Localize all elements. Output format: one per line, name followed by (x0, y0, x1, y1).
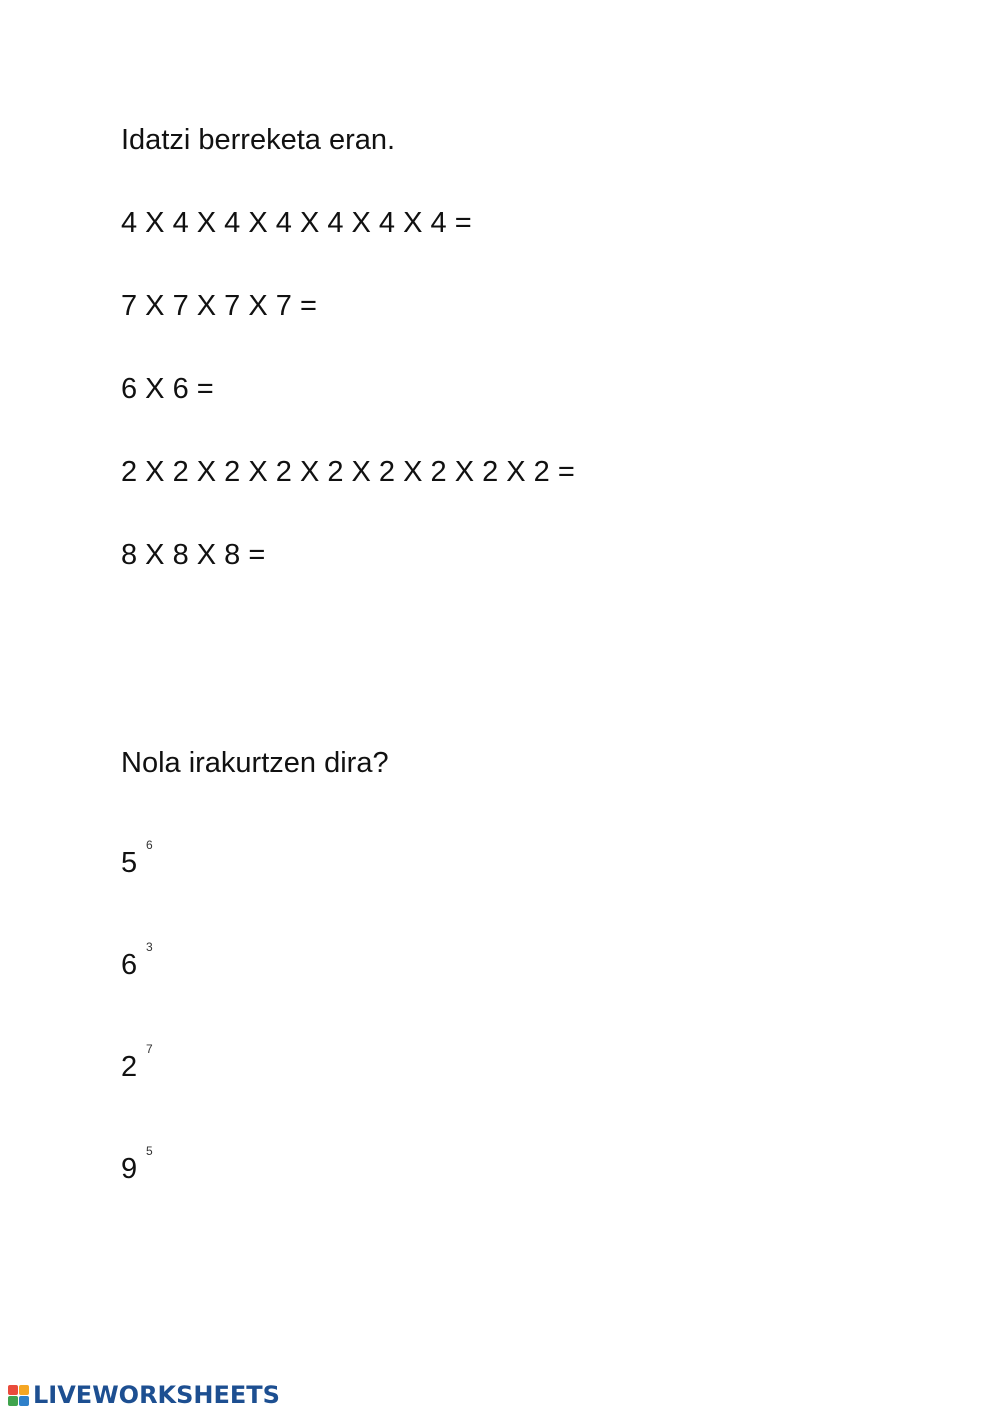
logo-tile (8, 1396, 18, 1406)
multiplication-item-4: 2 X 2 X 2 X 2 X 2 X 2 X 2 X 2 X 2 = (121, 456, 575, 488)
power-base: 2 (121, 1051, 138, 1083)
power-item-4 (121, 1146, 181, 1206)
power-base: 9 (121, 1153, 138, 1185)
section2-heading: Nola irakurtzen dira? (121, 747, 389, 779)
multiplication-item-2: 7 X 7 X 7 X 7 = (121, 290, 317, 322)
power-item-3 (121, 1044, 181, 1104)
multiplication-item-5: 8 X 8 X 8 = (121, 539, 266, 571)
logo-text: LIVEWORKSHEETS (33, 1381, 280, 1409)
power-exponent: 5 (146, 1144, 153, 1158)
multiplication-item-3: 6 X 6 = (121, 373, 214, 405)
logo-tile (19, 1385, 29, 1395)
power-exponent: 6 (146, 838, 153, 852)
logo-tile (8, 1385, 18, 1395)
logo-tile (19, 1396, 29, 1406)
liveworksheets-logo-icon (8, 1385, 29, 1406)
multiplication-item-1: 4 X 4 X 4 X 4 X 4 X 4 X 4 = (121, 207, 472, 239)
power-exponent: 7 (146, 1042, 153, 1056)
power-base: 6 (121, 949, 138, 981)
liveworksheets-logo (8, 1380, 280, 1410)
power-item-1 (121, 840, 181, 900)
power-item-2 (121, 942, 181, 1002)
power-exponent: 3 (146, 940, 153, 954)
power-base: 5 (121, 847, 138, 879)
section1-heading: Idatzi berreketa eran. (121, 124, 396, 156)
